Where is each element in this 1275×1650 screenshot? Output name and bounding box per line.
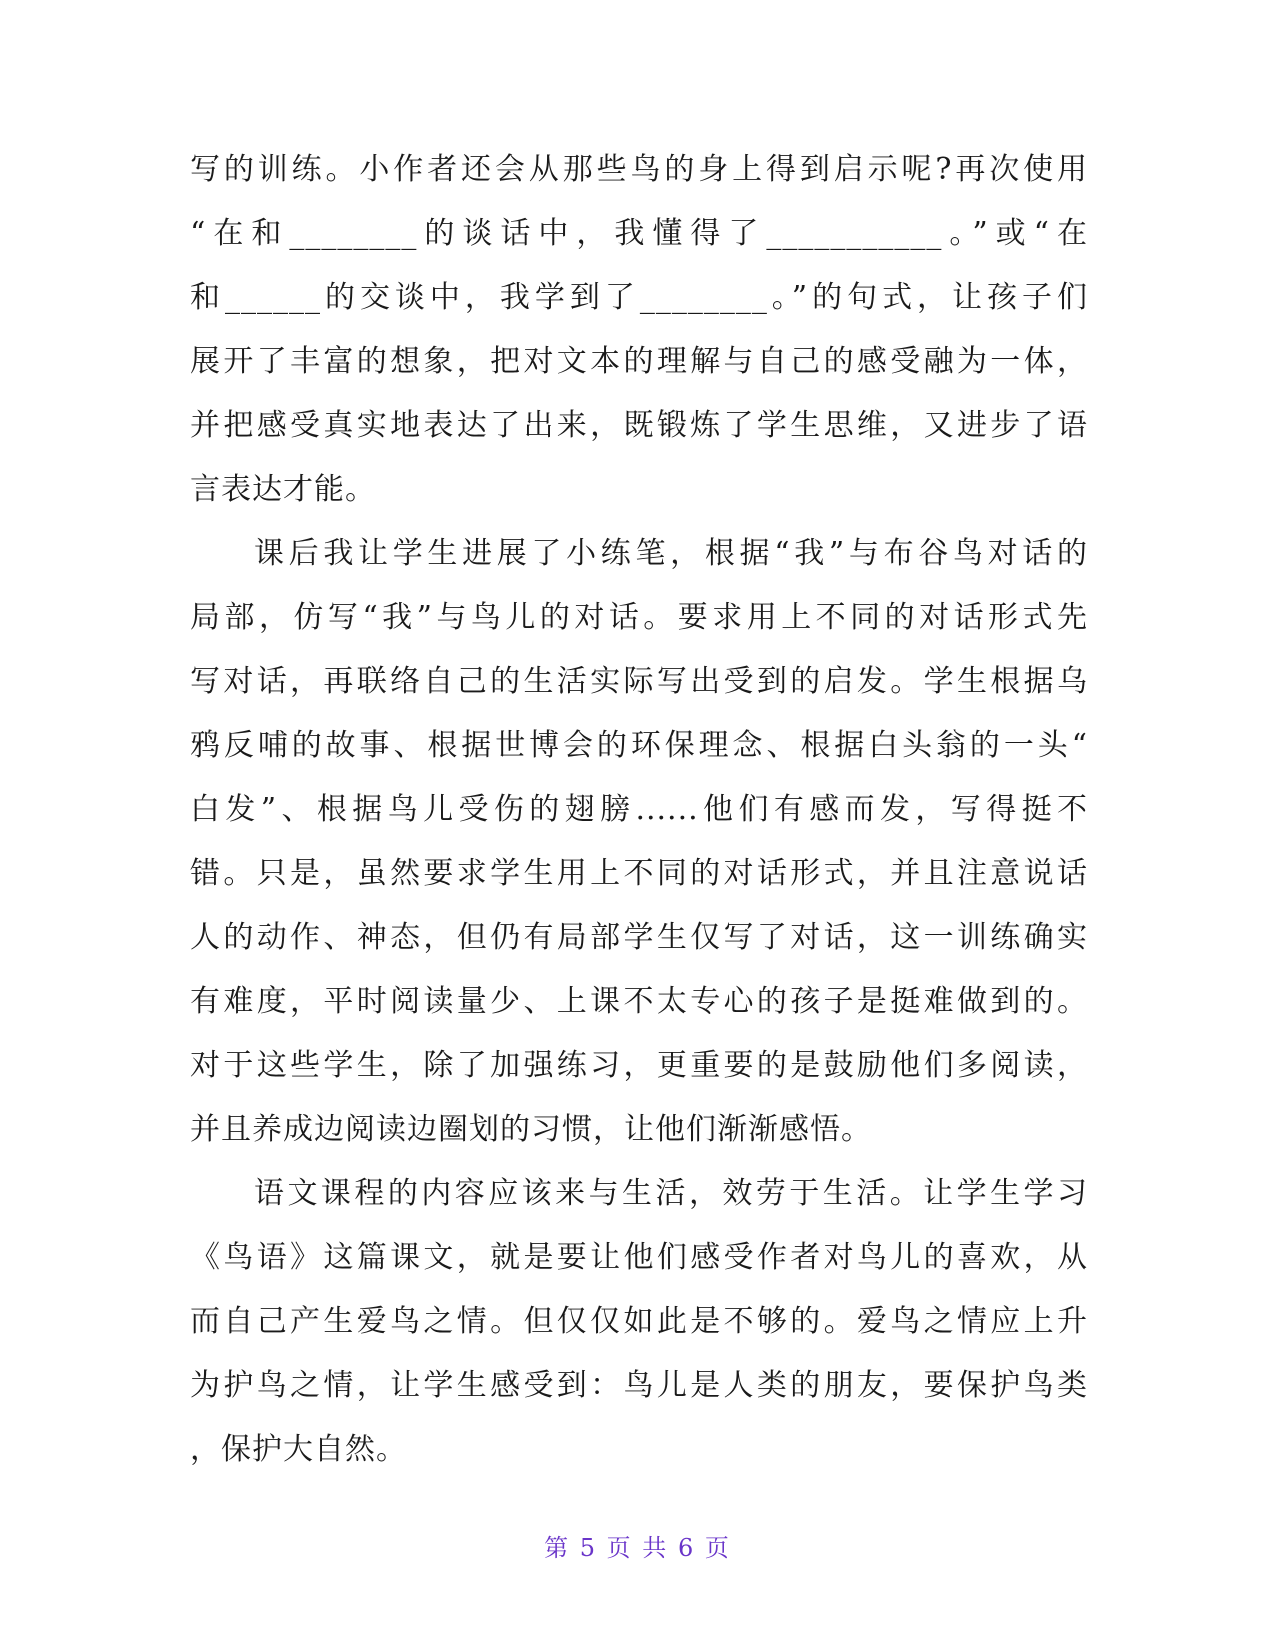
text-line: ，保护大自然。 <box>190 1432 407 1467</box>
text-line: 课后我让学生进展了小练笔，根据“我”与布谷鸟对话的 <box>254 536 1088 571</box>
text-line: 白发”、根据鸟儿受伤的翅膀......他们有感而发，写得挺不 <box>190 792 1088 827</box>
text-line: 写的训练。小作者还会从那些鸟的身上得到启示呢?再次使用 <box>190 152 1088 187</box>
text-line: 鸦反哺的故事、根据世博会的环保理念、根据白头翁的一头“ <box>190 728 1088 763</box>
body-text <box>190 138 1088 1482</box>
text-line: 言表达才能。 <box>190 472 376 507</box>
text-line: 对于这些学生，除了加强练习，更重要的是鼓励他们多阅读， <box>190 1048 1088 1083</box>
text-line: 并把感受真实地表达了出来，既锻炼了学生思维，又进步了语 <box>190 408 1088 443</box>
text-line: 而自己产生爱鸟之情。但仅仅如此是不够的。爱鸟之情应上升 <box>190 1304 1088 1339</box>
text-line: 《鸟语》这篇课文，就是要让他们感受作者对鸟儿的喜欢，从 <box>190 1240 1088 1275</box>
text-line: 写对话，再联络自己的生活实际写出受到的启发。学生根据乌 <box>190 664 1088 699</box>
text-line: 有难度，平时阅读量少、上课不太专心的孩子是挺难做到的。 <box>190 984 1088 1019</box>
text-line: 和______的交谈中，我学到了________。”的句式，让孩子们 <box>190 280 1088 315</box>
text-line: 错。只是，虽然要求学生用上不同的对话形式，并且注意说话 <box>190 856 1088 891</box>
text-line: 局部，仿写“我”与鸟儿的对话。要求用上不同的对话形式先 <box>190 600 1088 635</box>
page-number-footer: 第 5 页 共 6 页 <box>544 1534 731 1562</box>
text-line: “在和________的谈话中，我懂得了___________。”或“在 <box>190 216 1088 251</box>
text-line: 人的动作、神态，但仍有局部学生仅写了对话，这一训练确实 <box>190 920 1088 955</box>
text-line: 为护鸟之情，让学生感受到：鸟儿是人类的朋友，要保护鸟类 <box>190 1368 1088 1403</box>
text-line: 并且养成边阅读边圈划的习惯，让他们渐渐感悟。 <box>190 1112 872 1147</box>
text-line: 展开了丰富的想象，把对文本的理解与自己的感受融为一体， <box>190 344 1088 379</box>
text-line: 语文课程的内容应该来与生活，效劳于生活。让学生学习 <box>254 1176 1088 1211</box>
